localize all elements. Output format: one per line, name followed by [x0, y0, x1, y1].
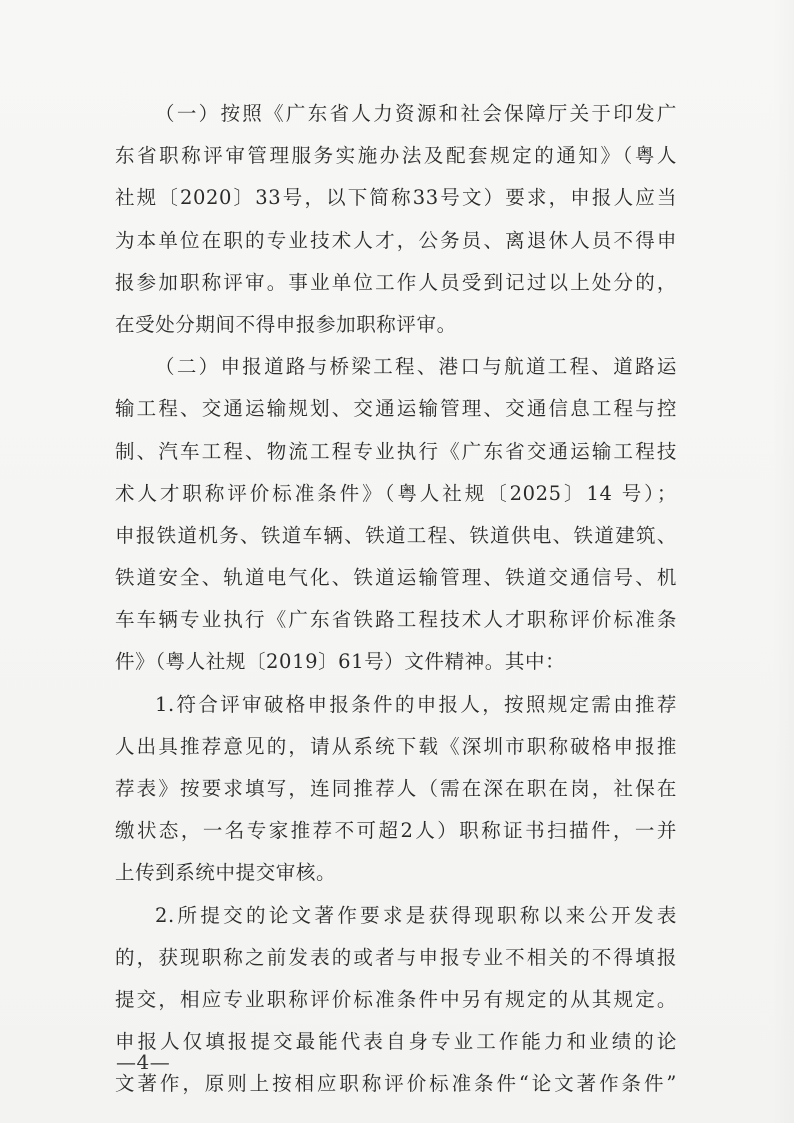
- paragraph-line: （一）按照《广东省人力资源和社会保障厅关于印发广: [155, 102, 677, 125]
- paragraph-line: 的，获现职称之前发表的或者与申报专业不相关的不得填报: [115, 945, 677, 969]
- paragraph-line: 文著作，原则上按相应职称评价标准条件“论文著作条件”: [115, 1072, 677, 1096]
- paragraph-line: 2.所提交的论文著作要求是获得现职称以来公开发表: [155, 903, 677, 927]
- page-number: —4—: [116, 1050, 171, 1074]
- paragraph-line: 上传到系统中提交审核。: [115, 861, 337, 885]
- paragraph-line: 荐表》按要求填写，连同推荐人（需在深在职在岗，社保在: [115, 777, 677, 800]
- paragraph-line: 铁道安全、轨道电气化、铁道运输管理、铁道交通信号、机: [115, 566, 677, 590]
- paragraph-line: 为本单位在职的专业技术人才，公务员、离退休人员不得申: [115, 228, 677, 252]
- paragraph-line: 提交，相应专业职称评价标准条件中另有规定的从其规定。: [115, 987, 677, 1011]
- paragraph-line: 1.符合评审破格申报条件的申报人，按照规定需由推荐: [155, 692, 677, 716]
- paragraph-line: 缴状态，一名专家推荐不可超2人）职称证书扫描件，一并: [115, 819, 677, 843]
- paragraph-line: 件》（粤人社规〔2019〕61号）文件精神。其中：: [115, 650, 566, 674]
- paragraph-line: （二）申报道路与桥梁工程、港口与航道工程、道路运: [155, 355, 677, 379]
- paragraph-line: 申报铁道机务、铁道车辆、铁道工程、铁道供电、铁道建筑、: [115, 523, 677, 547]
- paragraph-line: 人出具推荐意见的，请从系统下载《深圳市职称破格申报推: [115, 734, 677, 758]
- paragraph-line: 输工程、交通运输规划、交通运输管理、交通信息工程与控: [115, 397, 677, 421]
- page-edge-shadow: [772, 0, 794, 1123]
- paragraph-line: 车车辆专业执行《广东省铁路工程技术人才职称评价标准条: [115, 608, 677, 632]
- paragraph-line: 申报人仅填报提交最能代表自身专业工作能力和业绩的论: [115, 1030, 677, 1054]
- paragraph-line: 社规〔2020〕33号，以下简称33号文）要求，申报人应当: [115, 186, 677, 210]
- paragraph-line: 术人才职称评价标准条件》（粤人社规〔2025〕14 号）；: [115, 481, 677, 505]
- paragraph-line: 制、汽车工程、物流工程专业执行《广东省交通运输工程技: [115, 439, 677, 463]
- paragraph-line: 东省职称评审管理服务实施办法及配套规定的通知》（粤人: [115, 144, 677, 168]
- document-body: [115, 93, 677, 1106]
- paragraph-line: 在受处分期间不得申报参加职称评审。: [115, 312, 457, 336]
- paragraph-line: 报参加职称评审。事业单位工作人员受到记过以上处分的，: [115, 270, 677, 294]
